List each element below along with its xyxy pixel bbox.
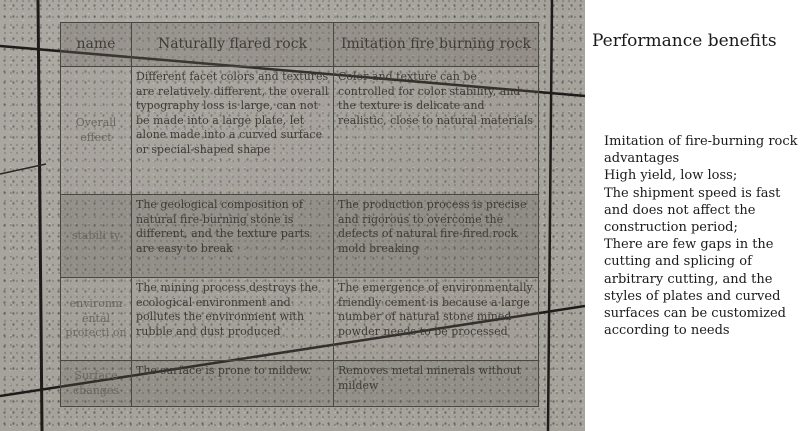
row-imitation: Color and texture can be controlled for color stability, and the texture is delicate and realistic, close to natural materials: [334, 67, 539, 195]
row-name: Surface changes: [61, 361, 132, 407]
header-natural-rock: Naturally flared rock: [132, 23, 334, 67]
table-row: [61, 361, 539, 407]
table-row: [61, 278, 539, 361]
benefits-text: [604, 133, 800, 339]
panel-joint-line: [38, 0, 42, 431]
row-natural: Different facet colors and textures are relatively different, the overall typography loss is large, can not be made into a large plate, let alone made into a curved surface or special-shaped shape: [132, 67, 334, 195]
row-name: Overall effect: [61, 67, 132, 195]
table-header-row: [61, 23, 539, 67]
row-name: stabili ty: [61, 195, 132, 278]
table-row: [61, 67, 539, 195]
table-row: [61, 195, 539, 278]
panel-joint-line: [548, 0, 552, 431]
row-natural: The geological composition of natural fire-burning stone is different, and the texture parts are easy to break: [132, 195, 334, 278]
row-natural: The mining process destroys the ecological environment and pollutes the environment with rubble and dust produced: [132, 278, 334, 361]
row-imitation: The emergence of environmentally friendly cement is because a large number of natural stone mined powder needs to be processed: [334, 278, 539, 361]
benefit-line: The shipment speed is fast and does not affect the construction period;: [604, 185, 781, 236]
benefit-line: Imitation of fire-burning rock advantages: [604, 134, 798, 167]
performance-benefits-heading: Performance benefits: [592, 31, 777, 51]
benefit-line: High yield, low loss;: [604, 168, 738, 184]
row-imitation: The production process is precise and rigorous to overcome the defects of natural fire-fired rock mold breaking: [334, 195, 539, 278]
comparison-table: [60, 22, 539, 407]
benefit-line: There are few gaps in the cutting and splicing of arbitrary cutting, and the styles of plates and curved surfaces can be customized according to needs: [604, 237, 787, 339]
row-imitation: Removes metal minerals without mildew: [334, 361, 539, 407]
row-name: environm ental protecti on: [61, 278, 132, 361]
header-name: name: [61, 23, 132, 67]
row-natural: The surface is prone to mildew.: [132, 361, 334, 407]
header-imitation-rock: Imitation fire burning rock: [334, 23, 539, 67]
